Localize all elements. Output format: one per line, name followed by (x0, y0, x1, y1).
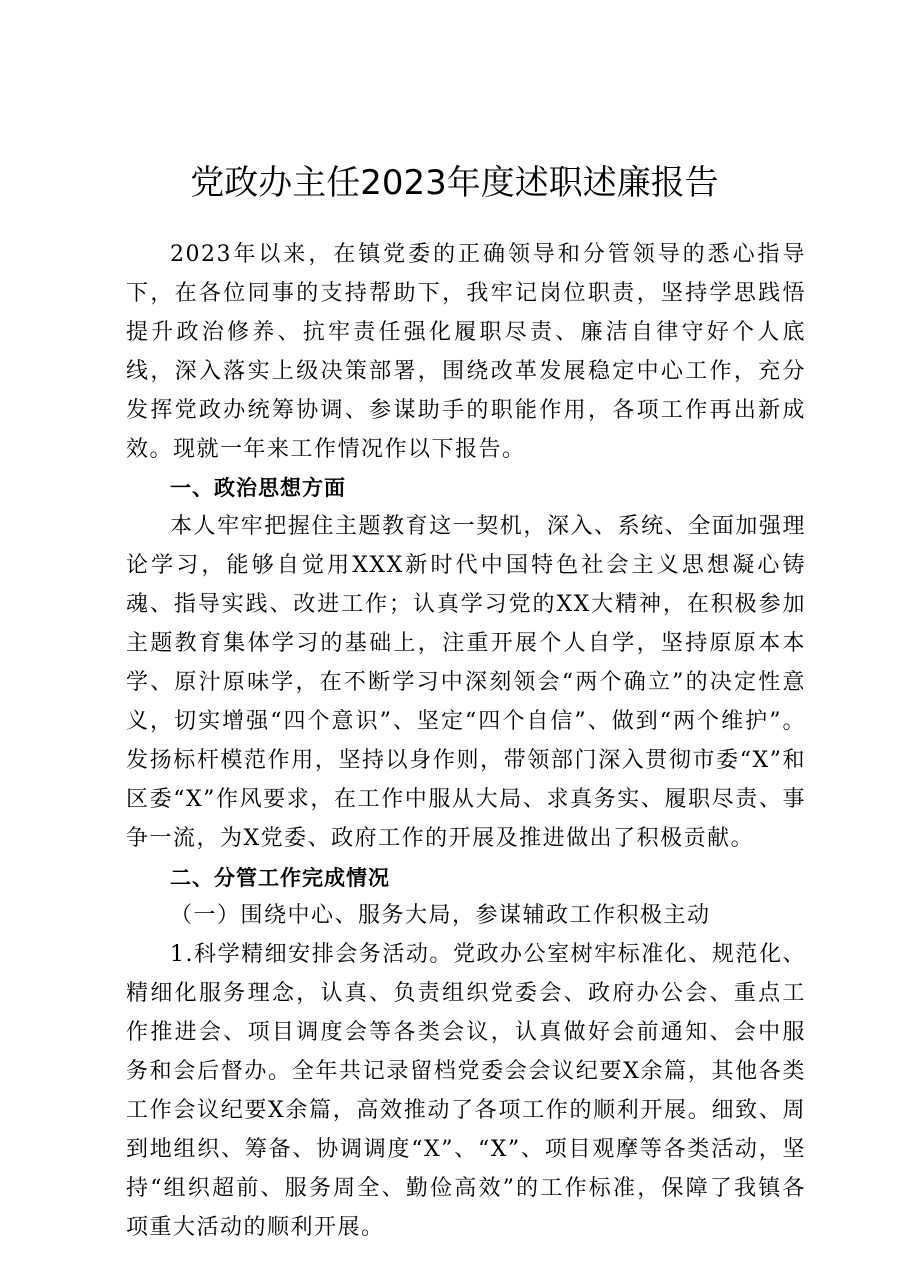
subsection-heading-center: （一）围绕中心、服务大局，参谋辅政工作积极主动 (170, 903, 711, 929)
document-body (126, 236, 806, 1248)
section-heading-work: 二、分管工作完成情况 (170, 865, 390, 890)
section-heading-political: 一、政治思想方面 (170, 476, 346, 501)
political-paragraph: 本人牢牢把握住主题教育这一契机，深入、系统、全面加强理论学习，能够自觉用XXX新时代中国特色社会主义思想凝心铸魂、指导实践、改进工作；认真学习党的XX大精神，在积极参加主题教育集体学习的基础上，注重开展个人自学，坚持原原本本学、原汁原味学，在不断学习中深刻领会“两个确立”的决定性意义，切实增强“四个意识”、坚定“四个自信”、做到“两个维护”。发扬标杆模范作用，坚持以身作则，带领部门深入贯彻市委“X”和区委“X”作风要求，在工作中服从大局、求真务实、履职尽责、事争一流，为X党委、政府工作的开展及推进做出了积极贡献。 (126, 514, 806, 851)
meeting-paragraph: 1.科学精细安排会务活动。党政办公室树牢标准化、规范化、精细化服务理念，认真、负责组织党委会、政府办公会、重点工作推进会、项目调度会等各类会议，认真做好会前通知、会中服务和会后督办。全年共记录留档党委会会议纪要X余篇，其他各类工作会议纪要X余篇，高效推动了各项工作的顺利开展。细致、周到地组织、筹备、协调调度“X”、“X”、项目观摩等各类活动，坚持“组织超前、服务周全、勤俭高效”的工作标准，保障了我镇各项重大活动的顺利开展。 (126, 942, 806, 1240)
intro-paragraph: 2023年以来，在镇党委的正确领导和分管领导的悉心指导下，在各位同事的支持帮助下，我牢记岗位职责，坚持学思践悟提升政治修养、抗牢责任强化履职尽责、廉洁自律守好个人底线，深入落实上级决策部署，围绕改革发展稳定中心工作，充分发挥党政办统筹协调、参谋助手的职能作用，各项工作再出新成效。现就一年来工作情况作以下报告。 (126, 242, 806, 462)
document-title: 党政办主任2023年度述职述廉报告 (190, 163, 719, 203)
